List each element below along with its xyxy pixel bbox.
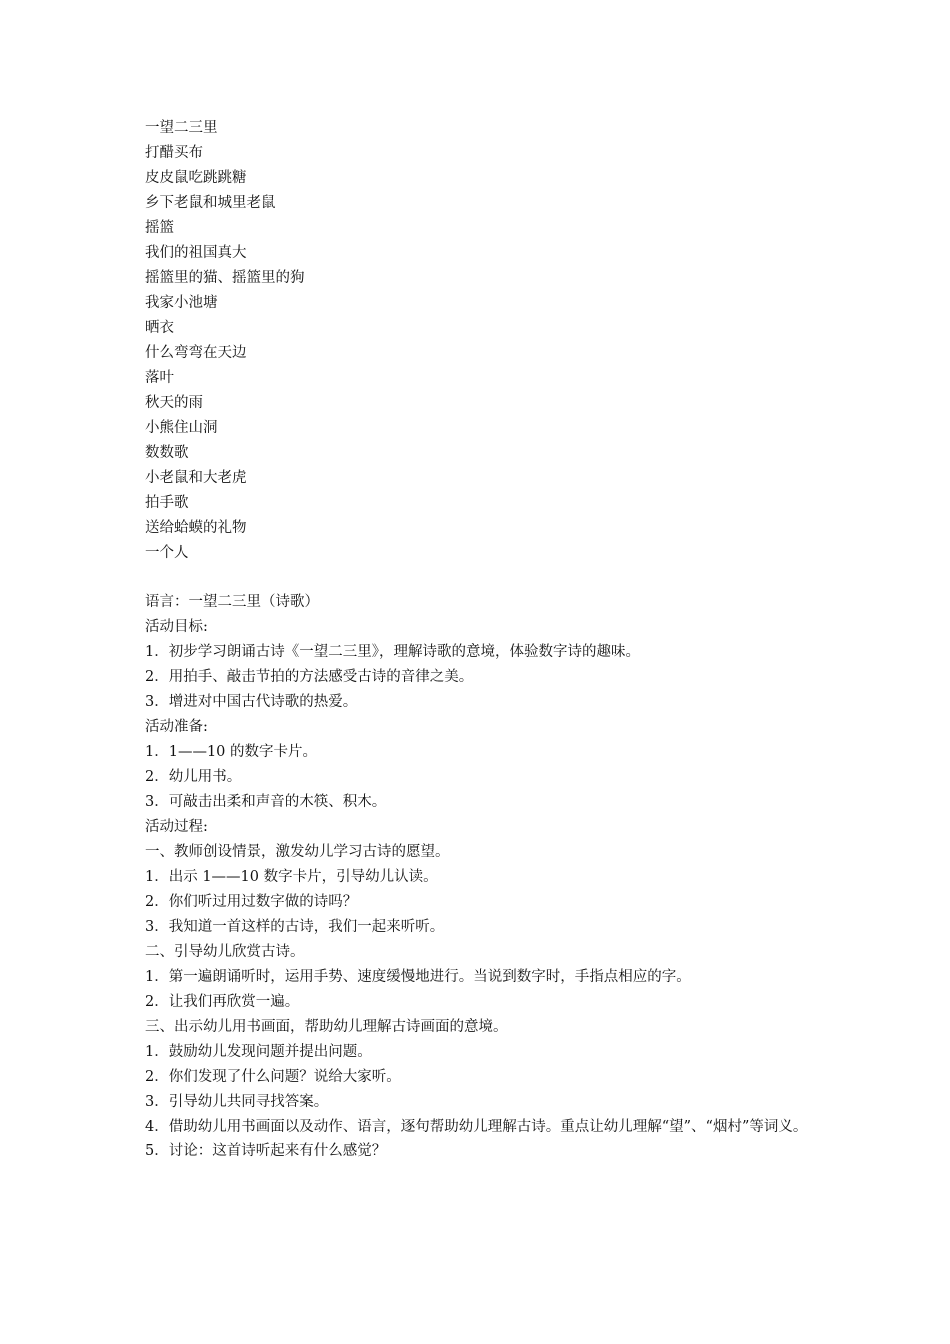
goal-item: 1．初步学习朗诵古诗《一望二三里》，理解诗歌的意境，体验数字诗的趣味。: [145, 644, 640, 660]
toc-item: 拍手歌: [145, 495, 189, 511]
process-item: 1．第一遍朗诵听时，运用手势、速度缓慢地进行。当说到数字时，手指点相应的字。: [145, 969, 691, 985]
toc-item: 秋天的雨: [145, 395, 203, 411]
process-item: 3．引导幼儿共同寻找答案。: [145, 1094, 329, 1110]
toc-item: 一个人: [145, 545, 189, 561]
prep-heading: 活动准备:: [145, 719, 208, 735]
toc-item: 打醋买布: [145, 145, 203, 161]
prep-item: 1．1——10 的数字卡片。: [145, 744, 318, 760]
document-page: [145, 116, 815, 1164]
process-item: 2．你们听过用过数字做的诗吗？: [145, 894, 358, 910]
prep-item: 2．幼儿用书。: [145, 769, 242, 785]
toc-item: 送给蛤蟆的礼物: [145, 520, 247, 536]
toc-item: 小熊住山洞: [145, 420, 218, 436]
toc-item: 乡下老鼠和城里老鼠: [145, 195, 276, 211]
toc-item: 什么弯弯在天边: [145, 345, 247, 361]
toc-item: 摇篮: [145, 220, 174, 236]
toc-item: 皮皮鼠吃跳跳糖: [145, 170, 247, 186]
process-item: 二、引导幼儿欣赏古诗。: [145, 944, 305, 960]
goal-item: 3．增进对中国古代诗歌的热爱。: [145, 694, 358, 710]
toc-item: 摇篮里的猫、摇篮里的狗: [145, 270, 305, 286]
prep-item: 3．可敲击出柔和声音的木筷、积木。: [145, 794, 387, 810]
process-item: 三、出示幼儿用书画面，帮助幼儿理解古诗画面的意境。: [145, 1019, 508, 1035]
process-item: 一、教师创设情景，激发幼儿学习古诗的愿望。: [145, 844, 450, 860]
section-gap: [145, 566, 815, 590]
toc-item: 落叶: [145, 370, 174, 386]
process-item: 1．鼓励幼儿发现问题并提出问题。: [145, 1044, 372, 1060]
toc-item: 一望二三里: [145, 120, 218, 136]
process-item: 2．让我们再欣赏一遍。: [145, 994, 300, 1010]
process-item: 3．我知道一首这样的古诗，我们一起来听听。: [145, 919, 445, 935]
lesson-title: 语言：一望二三里（诗歌）: [145, 594, 319, 610]
process-item: 2．你们发现了什么问题？说给大家听。: [145, 1069, 401, 1085]
lesson-plan: [145, 590, 815, 1164]
toc-item: 晒衣: [145, 320, 174, 336]
toc-list: [145, 116, 815, 566]
toc-item: 我们的祖国真大: [145, 245, 247, 261]
process-item: 4．借助幼儿用书画面以及动作、语言，逐句帮助幼儿理解古诗。重点让幼儿理解“望”、“烟村”等词义。: [145, 1119, 808, 1135]
toc-item: 我家小池塘: [145, 295, 218, 311]
goals-heading: 活动目标:: [145, 619, 208, 635]
toc-item: 小老鼠和大老虎: [145, 470, 247, 486]
toc-item: 数数歌: [145, 445, 189, 461]
process-item: 1．出示 1——10 数字卡片，引导幼儿认读。: [145, 869, 438, 885]
process-heading: 活动过程:: [145, 819, 208, 835]
process-item: 5．讨论：这首诗听起来有什么感觉？: [145, 1143, 387, 1159]
goal-item: 2．用拍手、敲击节拍的方法感受古诗的音律之美。: [145, 669, 474, 685]
